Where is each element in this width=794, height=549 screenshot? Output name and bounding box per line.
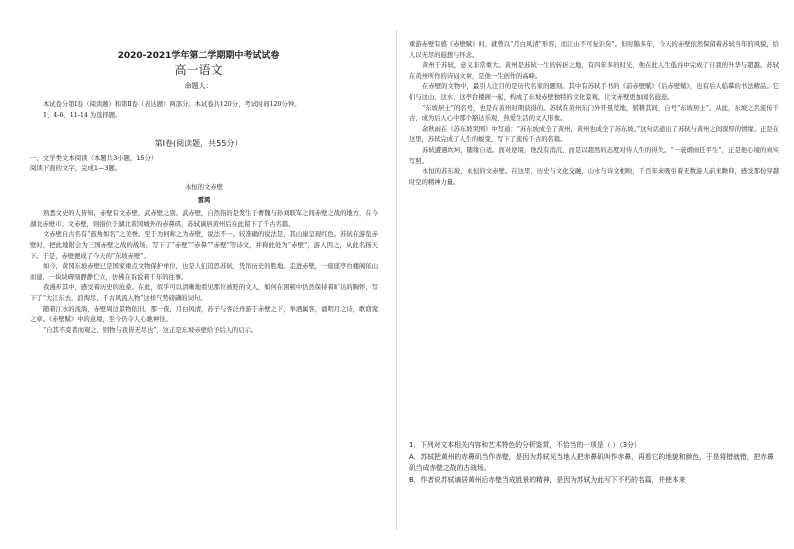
notice-line-2: 1、4-6、11-14 为选择题。 [43, 111, 122, 119]
article-paragraph: 熟悉文史的人皆知，赤壁有文赤壁、武赤壁之别。武赤壁，自然指的是发生于曹魏与孙刘联军之间赤壁之战的地方，在今湖北赤壁市；文赤壁，则指位于湖北黄冈城外的赤鼻矶，苏轼谪居黄州后在此留下了千古名篇。 [30, 210, 378, 228]
question-1 [409, 440, 779, 530]
exam-title: 2020-2021学年第二学期期中考试试卷 [117, 51, 280, 61]
article-paragraph: 我漫步其中，感受着历史的沧桑。在此，似乎可以清晰地看见那位被贬的文人，如何在困顿中仍然保持着旷达的胸怀，写下了“大江东去，浪淘尽，千古风流人物”这样气势磅礴的词句。 [30, 284, 378, 302]
article-paragraph: 在赤壁的文物中，最引人注目的是历代名家的题刻。其中有苏轼手书的《前赤壁赋》《后赤壁赋》，也有后人临摹的书法精品。它们与这山、这水、这亭台楼阁一起，构成了东坡赤壁独特的文化景观，让文赤壁更加闻名遐迩。 [409, 83, 779, 101]
notice-line-1: 本试卷分第Ⅰ卷（阅读题）和第Ⅱ卷（表达题）两部分。本试卷共120分，考试时间120分钟。 [43, 101, 301, 108]
article-paragraph: “自其不变者而观之，则物与我皆无尽也”，这正是东坡赤壁给予后人的启示。 [43, 326, 258, 334]
article-paragraph: 苏轼遭遇坎坷，随缘自适。面对逆境，他没有消沉，而是以超然的态度对待人生的得失。“一蓑烟雨任平生”，正是他心境的真实写照。 [409, 146, 779, 165]
volume-heading: 第Ⅰ卷(阅读题，共55分） [154, 139, 243, 148]
article-paragraph: “东坡居士”的名号，也是在黄州时期获得的。苏轼在黄州东门外开垦荒地，躬耕其间，自号“东坡居士”。从此，东坡之名流传千古，成为后人心中那个豁达乐观、热爱生活的文人形象。 [409, 104, 779, 123]
question-1-stem: 1．下列对文本相关内容和艺术特色的分析鉴赏，不恰当的一项是（ ）（3分） [409, 441, 641, 449]
article-paragraph: 随着江水的流淌，赤壁周边景物依旧。那一夜，月白风清，苏子与客泛舟游于赤壁之下，举酒属客，诵明月之诗，歌窈窕之章。《赤壁赋》中的意境，至今仍令人心驰神往。 [30, 305, 378, 324]
question-1-option-a: A．苏轼把黄州的赤鼻矶当作赤壁，是因为苏轼见当地人把赤鼻矶叫作赤鼻，再看它的地貌和颜色，于是将错就错，把赤鼻矶当成赤壁之战的古战场。 [409, 452, 774, 472]
article-body [30, 180, 378, 525]
reading-instruction: 阅读下面的文字，完成1—3题。 [30, 164, 122, 172]
article-paragraph: 如今，黄冈东坡赤壁已是国家重点文物保护单位，也是人们追思苏轼、凭吊历史的胜地。走进赤壁，一座座亭台楼阁依山而建，一块块碑刻静静伫立，仿佛在诉说着千年的往事。 [30, 263, 378, 281]
article-paragraph: 重游赤壁有感《赤壁赋》时，就曾以“月白风清”形容，而江山不可复识矣”。但时隔多年，今天的赤壁依然保留着苏轼当年的风貌，给人以无尽的遐想与怀念。 [409, 41, 779, 59]
article-paragraph: 黄州于苏轼，意义非常重大。黄州是苏轼一生的转折之地，有四年多的时光，他在此人生低谷中完成了自我的升华与超越。苏轼在黄州所作的诗词文章，是他一生创作的高峰。 [409, 62, 779, 80]
article-continuation [409, 40, 779, 418]
article-paragraph: 余秋雨在《苏东坡突围》中写道：“苏东坡成全了黄州，黄州也成全了苏东坡。”这句话道出了苏轼与黄州之间深厚的情缘。正是在这里，苏轼完成了人生的蜕变，写下了流传千古的名篇。 [409, 125, 779, 144]
right-page [397, 0, 794, 549]
section-header [30, 153, 378, 173]
section-1-title: 一、文学类文本阅读（本题共3小题，15分） [30, 154, 158, 162]
article-title: 永恒的文赤壁 [185, 184, 223, 191]
article-paragraph: 永恒的苏东坡，永恒的文赤壁。在这里，历史与文化交融，山水与诗文相映，千百年来吸引着无数游人前来瞻仰，感受那份穿越时空的精神力量。 [409, 168, 779, 186]
article-author: 雷鸿 [197, 196, 211, 204]
question-1-option-b: B．作者说苏轼谪居黄州后赤壁当成胜景的精神，是因为苏轼为此写下不朽的名篇，并使本来 [409, 475, 686, 484]
article-paragraph: 文赤壁自古名有“鼓角如名”之美誉。至于为何称之为赤壁，说法不一。较准确的说法是，其山崖呈现红色。苏轼在游览赤壁时，把此地附会为三国赤壁之战的战场，写下了“赤壁”“赤鼻”“赤壁”等诗文，并称此处为“赤壁”，游人因之，从此名扬天下。于是，赤壁便成了今天的“东坡赤壁”。 [30, 231, 378, 260]
author-label: 命题人： [184, 82, 213, 90]
subject-title: 高一语文 [174, 63, 223, 77]
exam-notice [30, 100, 378, 121]
